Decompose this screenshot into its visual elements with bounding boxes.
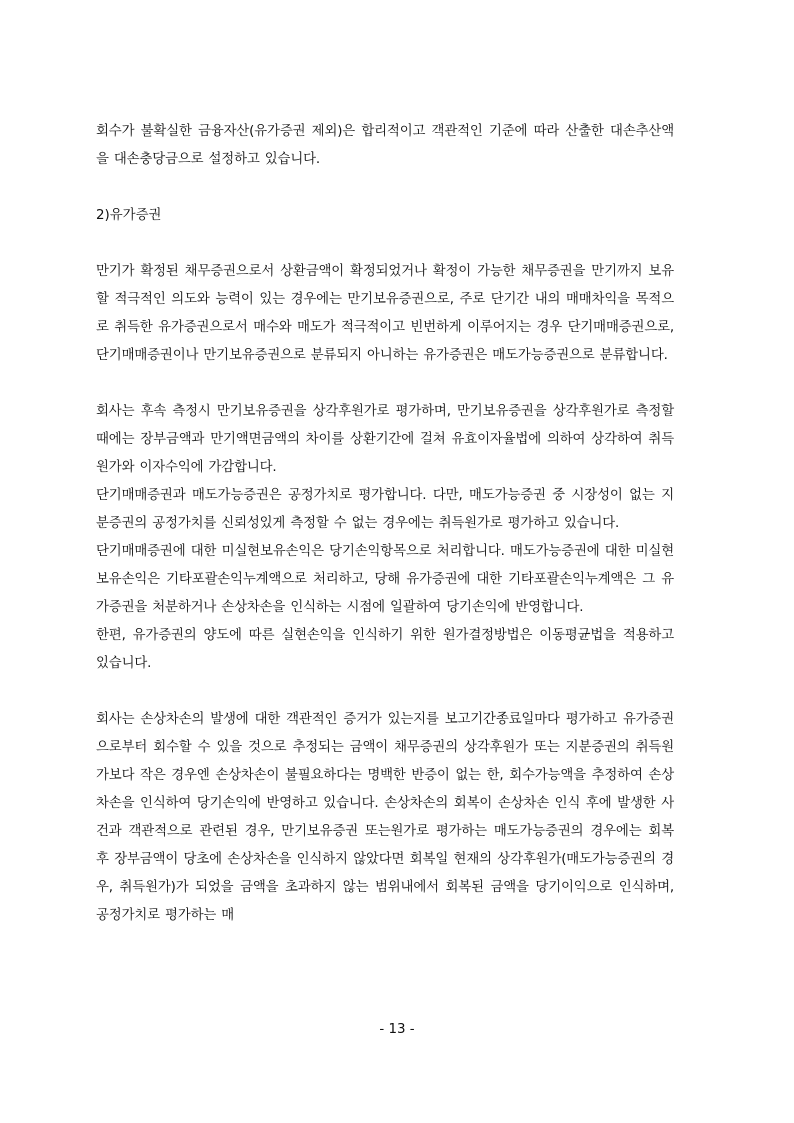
paragraph-gap bbox=[96, 678, 674, 706]
paragraph-impairment: 회사는 손상차손의 발생에 대한 객관적인 증거가 있는지를 보고기간종료일마다 평가하고 유가증권으로부터 회수할 수 있을 것으로 추정되는 금액이 채무증권의 상각후원가 또는 지분증권의 취득원가보다 작은 경우엔 손상차손이 불필요하다는 명백한 반증이 없는 한, 회수가능액을 추정하여 손상차손을 인식하여 당기손익에 반영하고 있습니다. 손상차손의 회복이 손상차손 인식 후에 발생한 사건과 객관적으로 관련된 경우, 만기보유증권 또는원가로 평가하는 매도가능증권의 경우에는 회복 후 장부금액이 당초에 손상차손을 인식하지 않았다면 회복일 현재의 상각후원가(매도가능증권의 경우, 취득원가)가 되었을 금액을 초과하지 않는 범위내에서 회복된 금액을 당기이익으로 인식하며, 공정가치로 평가하는 매 bbox=[96, 712, 674, 923]
paragraph-allowance: 회수가 불확실한 금융자산(유가증권 제외)은 합리적이고 객관적인 기준에 따라 산출한 대손추산액을 대손충당금으로 설정하고 있습니다. bbox=[96, 124, 674, 167]
paragraph-cost-method: 한편, 유가증권의 양도에 따른 실현손익을 인식하기 위한 원가결정방법은 이동평균법을 적용하고 있습니다. bbox=[96, 628, 674, 671]
page-content bbox=[96, 118, 674, 930]
paragraph-fair-value: 단기매매증권과 매도가능증권은 공정가치로 평가합니다. 다만, 매도가능증권 중 시장성이 없는 지분증권의 공정가치를 신뢰성있게 측정할 수 없는 경우에는 취득원가로 평가하고 있습니다. bbox=[96, 488, 674, 531]
paragraph-gap bbox=[96, 174, 674, 202]
paragraph-gap bbox=[96, 230, 674, 258]
page-number: - 13 - bbox=[379, 1022, 415, 1037]
paragraph-classification: 만기가 확정된 채무증권으로서 상환금액이 확정되었거나 확정이 가능한 채무증권을 만기까지 보유할 적극적인 의도와 능력이 있는 경우에는 만기보유증권으로, 주로 단기간 내의 매매차익을 목적으로 취득한 유가증권으로서 매수와 매도가 적극적이고 빈번하게 이루어지는 경우 단기매매증권으로, 단기매매증권이나 만기보유증권으로 분류되지 아니하는 유가증권은 매도가능증권으로 분류합니다. bbox=[96, 264, 674, 363]
paragraph-unrealized-gains: 단기매매증권에 대한 미실현보유손익은 당기손익항목으로 처리합니다. 매도가능증권에 대한 미실현보유손익은 기타포괄손익누계액으로 처리하고, 당해 유가증권에 대한 기타포괄손익누계액은 그 유가증권을 처분하거나 손상차손을 인식하는 시점에 일괄하여 당기손익에 반영합니다. bbox=[96, 544, 674, 615]
section-heading-securities: 2)유가증권 bbox=[96, 208, 162, 223]
paragraph-amortized-cost: 회사는 후속 측정시 만기보유증권을 상각후원가로 평가하며, 만기보유증권을 상각후원가로 측정할 때에는 장부금액과 만기액면금액의 차이를 상환기간에 걸쳐 유효이자율법에 의하여 상각하여 취득원가와 이자수익에 가감합니다. bbox=[96, 404, 674, 475]
paragraph-gap bbox=[96, 370, 674, 398]
